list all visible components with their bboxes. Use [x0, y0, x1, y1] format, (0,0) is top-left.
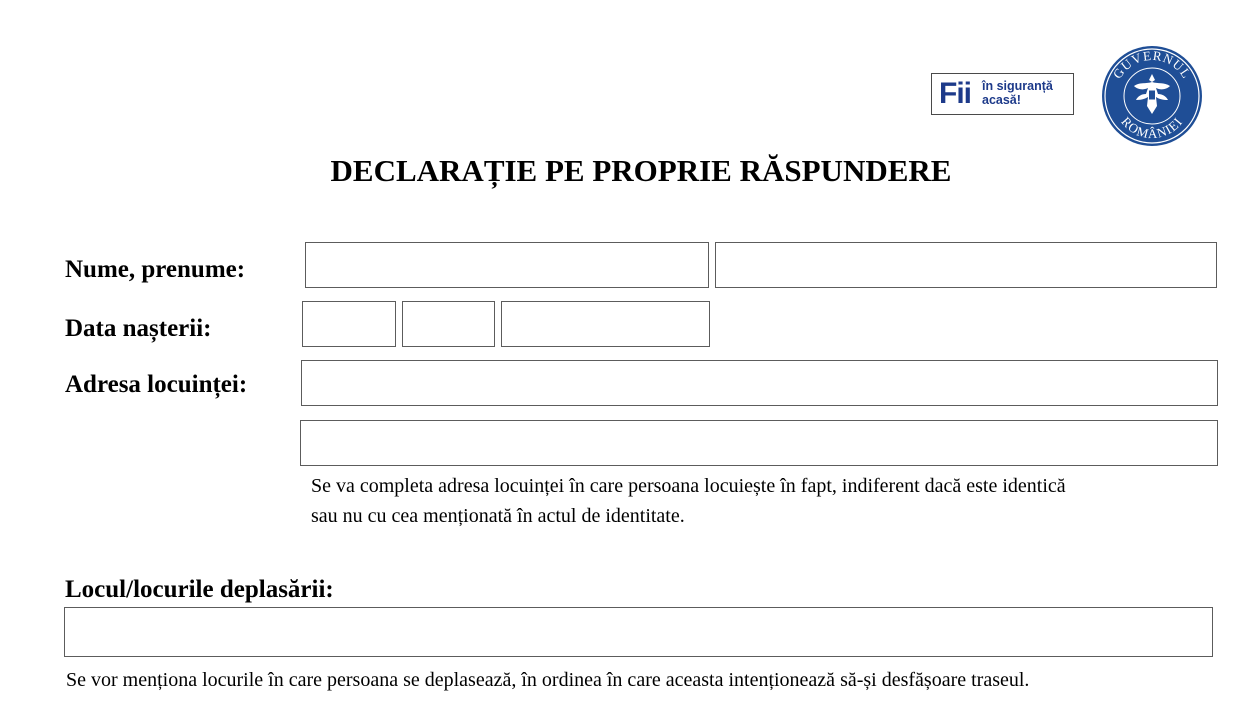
badge-line-1: în siguranță: [982, 79, 1053, 93]
name-label: Nume, prenume:: [65, 256, 246, 283]
birth-month-field[interactable]: [402, 301, 495, 347]
birth-year-field[interactable]: [501, 301, 710, 347]
address-line-2-field[interactable]: [300, 420, 1218, 466]
last-name-field[interactable]: [305, 242, 709, 288]
seal-bottom-text: ROMÂNIEI: [1118, 113, 1186, 142]
address-note-line-1: Se va completa adresa locuinței în care persoana locuiește în fapt, indiferent dacă este identică: [311, 475, 1066, 497]
badge-big-text: Fii: [939, 77, 971, 110]
birth-date-label: Data nașterii:: [65, 315, 212, 342]
birth-day-field[interactable]: [302, 301, 396, 347]
seal-top-text: GUVERNUL: [1109, 47, 1195, 82]
government-seal-icon: [1100, 44, 1204, 148]
badge-line-2: acasă!: [982, 93, 1021, 107]
travel-locations-label: Locul/locurile deplasării:: [65, 576, 334, 603]
campaign-badge: [931, 73, 1074, 115]
address-line-1-field[interactable]: [301, 360, 1218, 406]
document-title: DECLARAȚIE PE PROPRIE RĂSPUNDERE: [330, 153, 952, 188]
address-note-line-2: sau nu cu cea menționată în actul de identitate.: [311, 505, 685, 527]
address-label: Adresa locuinței:: [65, 371, 248, 398]
first-name-field[interactable]: [715, 242, 1217, 288]
travel-locations-field[interactable]: [64, 607, 1213, 657]
travel-locations-note: Se vor menționa locurile în care persoana se deplasează, în ordinea în care aceasta intenționează să-și desfășoare traseul.: [66, 669, 1030, 691]
